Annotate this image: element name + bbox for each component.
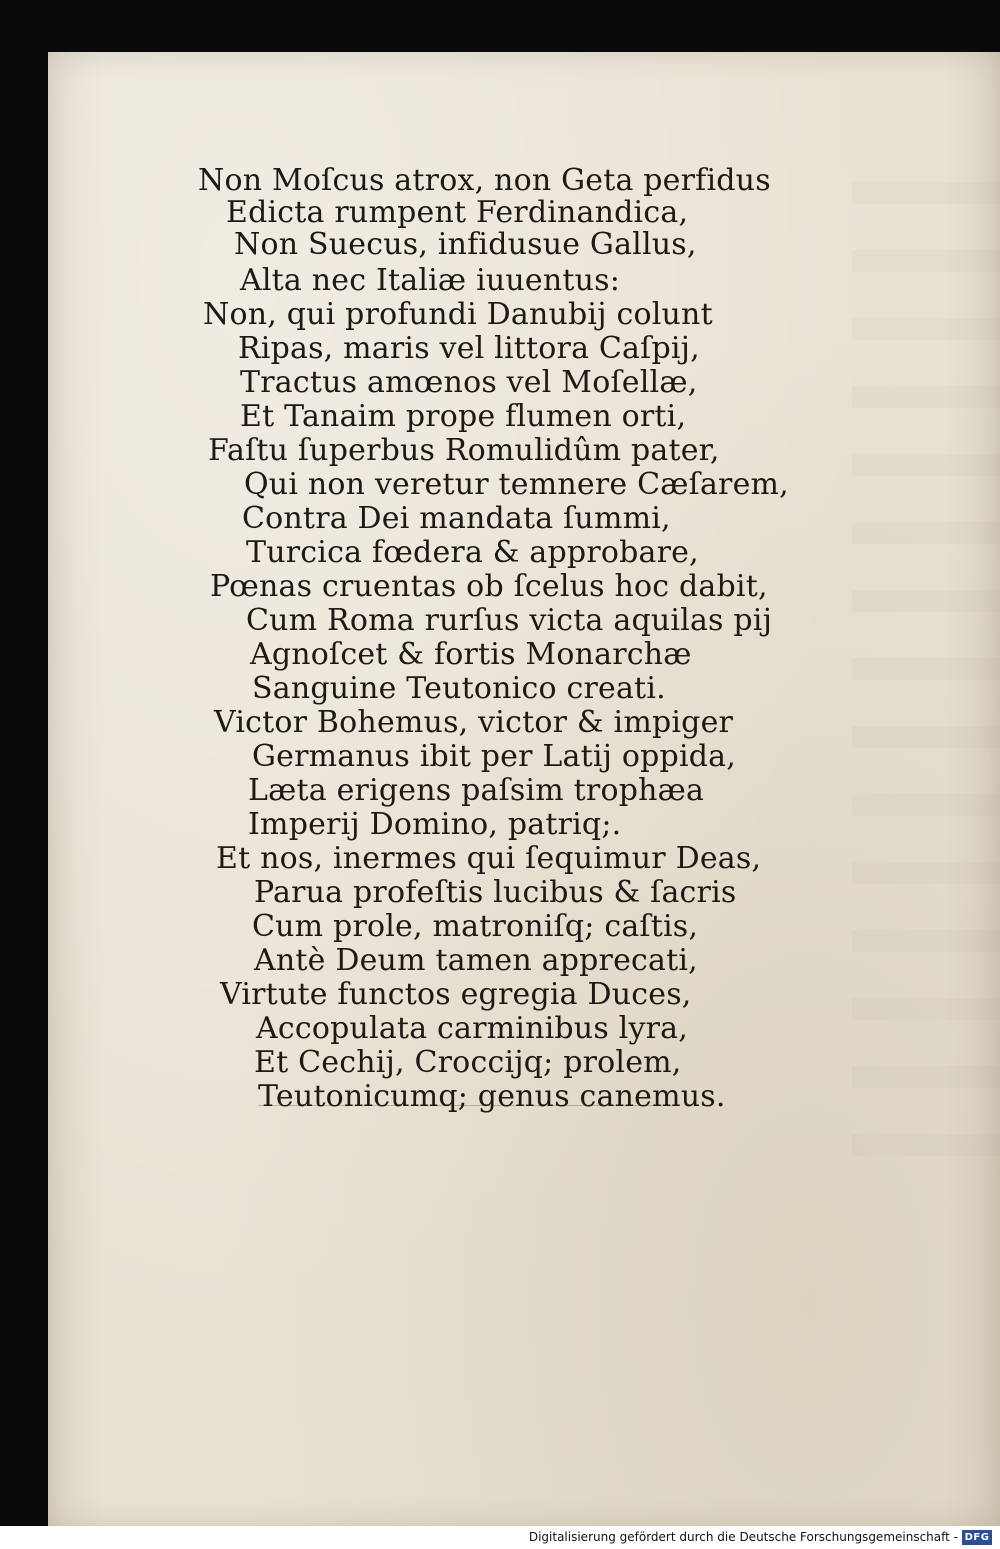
poem-line: Antè Deum tamen apprecati, [254, 943, 698, 978]
poem-line: Germanus ibit per Latij oppida, [252, 739, 736, 774]
poem-line: Alta nec Italiæ iuuentus: [240, 263, 621, 298]
poem-line: Læta erigens paſsim trophæa [248, 773, 705, 808]
poem-line: Tractus amœnos vel Moſellæ, [240, 365, 698, 400]
poem-text [48, 52, 1000, 1526]
poem-line: Contra Dei mandata ſummi, [242, 501, 671, 536]
poem-line: Non Moſcus atrox, non Geta perfidus [198, 163, 771, 198]
poem-line: Teutonicumq; genus canemus. [258, 1079, 726, 1114]
poem-line: Parua profeſtis lucibus & ſacris [254, 875, 737, 910]
poem-line: Imperij Domino, patriq;. [248, 807, 622, 842]
poem-line: Non Suecus, infidusue Gallus, [234, 227, 697, 262]
dfg-logo-icon: DFG [962, 1530, 992, 1545]
poem-line: Non, qui profundi Danubij colunt [203, 297, 713, 332]
poem-line: Victor Bohemus, victor & impiger [214, 705, 734, 740]
poem-line: Qui non veretur temnere Cæſarem, [244, 467, 789, 502]
poem-line: Sanguine Teutonico creati. [252, 671, 666, 706]
poem-line: Edicta rumpent Ferdinandica, [226, 195, 689, 230]
poem-line: Pœnas cruentas ob ſcelus hoc dabit, [210, 569, 768, 604]
poem-line: Accopulata carminibus lyra, [256, 1011, 688, 1046]
poem-line: Ripas, maris vel littora Caſpij, [238, 331, 700, 366]
footer-bar [0, 1526, 1000, 1549]
poem-line: Cum Roma rurſus victa aquilas pij [246, 603, 773, 638]
funding-notice: Digitalisierung gefördert durch die Deutsche Forschungsgemeinschaft - [528, 1530, 958, 1544]
poem-line: Cum prole, matroniſq; caſtis, [252, 909, 699, 944]
poem-line: Agnoſcet & fortis Monarchæ [250, 637, 692, 672]
poem-line: Et nos, inermes qui ſequimur Deas, [216, 841, 762, 876]
poem-line: Turcica fœdera & approbare, [246, 535, 699, 570]
poem-line: Et Tanaim prope flumen orti, [240, 399, 687, 434]
book-page [48, 52, 1000, 1526]
poem-line: Faſtu ſuperbus Romulidûm pater, [208, 433, 720, 468]
poem-line: Et Cechij, Croccijq; prolem, [254, 1045, 682, 1080]
end-rule [258, 1105, 678, 1106]
poem-line: Virtute functos egregia Duces, [220, 977, 692, 1012]
